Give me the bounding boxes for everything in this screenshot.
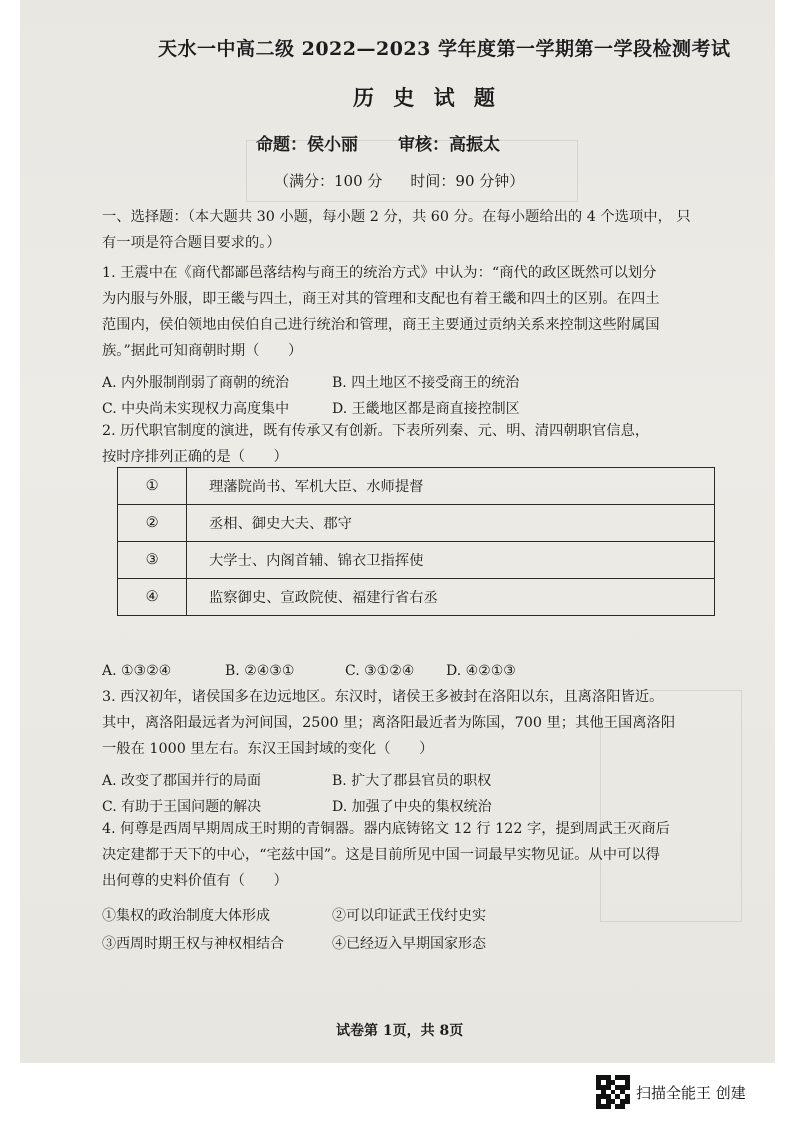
reviewer-label: 审核：高振太 <box>398 135 500 155</box>
watermark-text: 扫描全能王 创建 <box>636 1083 746 1102</box>
exam-paper <box>20 0 775 1063</box>
scanner-watermark <box>596 1075 746 1109</box>
page-footer: 试卷第 1页，共 8页 <box>336 1023 464 1039</box>
q4-option-3: ③西周时期王权与神权相结合 <box>102 936 284 952</box>
exam-subject: 历 史 试 题 <box>353 85 501 110</box>
q1-option-a: A. 内外服制削弱了商朝的统治 <box>102 375 290 391</box>
duration: 时间：90 分钟） <box>410 172 525 190</box>
table-row <box>118 542 715 579</box>
row-number: ④ <box>118 579 187 616</box>
q2-option-d: D. ④②①③ <box>446 663 516 679</box>
author-row <box>256 130 500 155</box>
table-row <box>118 579 715 616</box>
question-4-stem: 4. 何尊是西周早期周成王时期的青铜器。器内底铸铭文 12 行 122 字，提到周武王灭商后 决定建都于天下的中心，“宅兹中国”。这是目前所见中国一词最早实物见证。从中可以得 出何尊的史料价值有（ ） <box>102 821 670 889</box>
qr-code-icon <box>596 1075 630 1109</box>
q4-option-4: ④已经迈入早期国家形态 <box>332 936 486 952</box>
q1-option-d: D. 王畿地区都是商直接控制区 <box>332 401 520 417</box>
section-intro: 一、选择题：（本大题共 30 小题，每小题 2 分，共 60 分。在每小题给出的 4 个选项中， 只 有一项是符合题目要求的。） <box>102 209 691 251</box>
row-officials: 理藩院尚书、军机大臣、水师提督 <box>187 468 715 505</box>
q4-option-1: ①集权的政治制度大体形成 <box>102 908 270 924</box>
row-officials: 监察御史、宣政院使、福建行省右丞 <box>187 579 715 616</box>
q4-option-2: ②可以印证武王伐纣史实 <box>332 908 486 924</box>
exam-title: 天水一中高二级 2022—2023 学年度第一学期第一学段检测考试 <box>158 38 731 60</box>
row-number: ① <box>118 468 187 505</box>
q2-option-c: C. ③①②④ <box>345 663 415 679</box>
row-number: ③ <box>118 542 187 579</box>
setter-label: 命题：侯小丽 <box>256 135 358 155</box>
question-1-stem: 1. 王震中在《商代都鄙邑落结构与商王的统治方式》中认为：“商代的政区既然可以划分 为内服与外服，即王畿与四土，商王对其的管理和支配也有着王畿和四土的区别。在四土 范围内，侯伯领地由侯伯自己进行统治和管理，商王主要通过贡纳关系来控制这些附属国 族。”据此可知商朝时期（ ） <box>102 265 660 359</box>
question-2-stem: 2. 历代职官制度的演进，既有传承又有创新。下表所列秦、元、明、清四朝职官信息， 按时序排列正确的是（ ） <box>102 423 650 465</box>
q1-option-b: B. 四土地区不接受商王的统治 <box>332 375 520 391</box>
q2-option-b: B. ②④③① <box>225 663 295 679</box>
officials-table <box>117 467 715 616</box>
question-3-stem: 3. 西汉初年，诸侯国多在边远地区。东汉时，诸侯王多被封在洛阳以东，且离洛阳皆近。 其中，离洛阳最远者为河间国，2500 里；离洛阳最近者为陈国，700 里；其他王国离洛阳 一般在 1000 里左右。东汉王国封域的变化（ ） <box>102 689 676 757</box>
row-officials: 丞相、御史大夫、郡守 <box>187 505 715 542</box>
full-score: （满分：100 分 <box>274 172 383 190</box>
q3-option-c: C. 有助于王国问题的解决 <box>102 799 262 815</box>
exam-meta <box>274 170 524 191</box>
q3-option-a: A. 改变了郡国并行的局面 <box>102 773 262 789</box>
q2-option-a: A. ①③②④ <box>102 663 172 679</box>
q3-option-b: B. 扩大了郡县官员的职权 <box>332 773 492 789</box>
q1-option-c: C. 中央尚未实现权力高度集中 <box>102 401 290 417</box>
q3-option-d: D. 加强了中央的集权统治 <box>332 799 492 815</box>
table-row <box>118 468 715 505</box>
table-row <box>118 505 715 542</box>
row-officials: 大学士、内阁首辅、锦衣卫指挥使 <box>187 542 715 579</box>
row-number: ② <box>118 505 187 542</box>
